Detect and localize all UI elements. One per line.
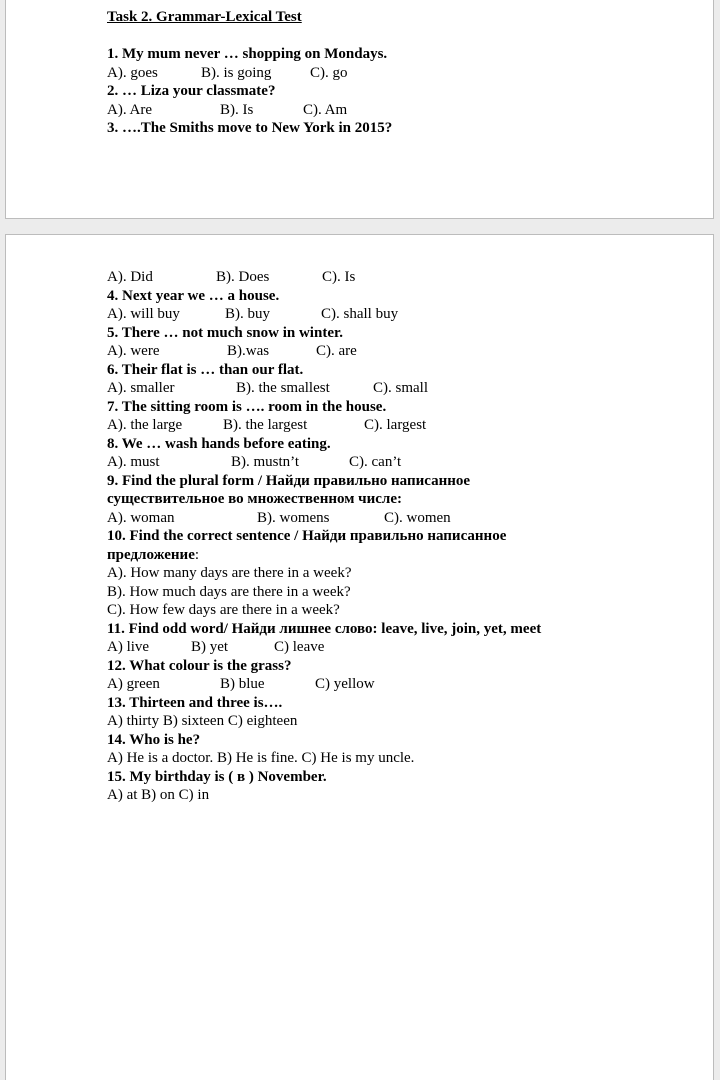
option-a: A). were <box>107 343 160 359</box>
answer-options-13: A) thirty B) sixteen C) eighteen <box>107 713 298 729</box>
option-a: A) live <box>107 639 150 655</box>
question-13: 13. Thirteen and three is…. <box>107 694 283 711</box>
option-c: C). shall buy <box>321 306 399 322</box>
question-3: 3. ….The Smiths move to New York in 2015? <box>107 120 393 136</box>
task-title: Task 2. Grammar-Lexical Test <box>107 9 302 25</box>
answer-options-14: A) He is a doctor. B) He is fine. C) He is my uncle. <box>107 750 415 766</box>
option-b: B). the smallest <box>236 380 330 396</box>
question-9: 9. Find the plural form / Найди правильно написанное <box>107 472 471 489</box>
question-14: 14. Who is he? <box>107 731 201 748</box>
option-c: C). women <box>384 509 451 526</box>
document-page-2 <box>5 234 714 1080</box>
option-c: C). can’t <box>349 454 402 470</box>
question-10: 10. Find the correct sentence / Найди правильно написанное <box>107 528 507 544</box>
question-1: 1. My mum never … shopping on Mondays. <box>107 46 388 62</box>
answer-option-10b: B). How much days are there in a week? <box>107 583 351 600</box>
answer-options-15: A) at B) on C) in <box>107 787 210 803</box>
option-a: A). the large <box>107 417 183 433</box>
option-b: B).was <box>227 343 270 359</box>
document-page-1 <box>5 0 714 219</box>
option-c: C). Is <box>322 269 356 285</box>
option-b: B). womens <box>257 509 330 526</box>
question-12: 12. What colour is the grass? <box>107 657 292 674</box>
option-a: A). Are <box>107 102 152 118</box>
question-10-colon: : <box>194 546 200 563</box>
option-b: B). Is <box>220 102 254 118</box>
option-b: B). Does <box>216 269 270 285</box>
question-9-continued: существительное во множественном числе: <box>107 491 402 507</box>
option-c: C). largest <box>364 417 427 433</box>
option-b: B) blue <box>220 676 265 692</box>
question-10-word: предложение <box>107 546 195 563</box>
option-a: A). goes <box>107 65 158 81</box>
option-b: B). is going <box>201 65 272 81</box>
option-a: A). must <box>107 454 160 470</box>
question-2: 2. … Liza your classmate? <box>107 83 276 99</box>
answer-option-10a: A). How many days are there in a week? <box>107 565 352 581</box>
option-b: B) yet <box>191 639 229 655</box>
question-7: 7. The sitting room is …. room in the house. <box>107 398 387 415</box>
question-8: 8. We … wash hands before eating. <box>107 435 331 452</box>
option-c: C). are <box>316 343 357 359</box>
option-a: A). Did <box>107 269 153 285</box>
option-c: C). Am <box>303 102 348 118</box>
question-11: 11. Find odd word/ Найди лишнее слово: leave, live, join, yet, meet <box>107 620 542 637</box>
option-c: C) leave <box>274 639 325 655</box>
option-b: B). buy <box>225 306 270 322</box>
question-6: 6. Their flat is … than our flat. <box>107 361 304 378</box>
question-10-continued <box>107 546 199 565</box>
question-15: 15. My birthday is ( в ) November. <box>107 768 327 785</box>
option-b: B). mustn’t <box>231 454 300 470</box>
option-b: B). the largest <box>223 417 308 433</box>
option-a: A). smaller <box>107 380 175 396</box>
question-5: 5. There … not much snow in winter. <box>107 324 344 341</box>
option-c: C). go <box>310 65 348 81</box>
question-4: 4. Next year we … a house. <box>107 287 280 304</box>
option-a: A). woman <box>107 509 175 526</box>
option-c: C). small <box>373 380 428 396</box>
option-a: A) green <box>107 676 160 692</box>
option-c: C) yellow <box>315 676 375 692</box>
option-a: A). will buy <box>107 306 180 322</box>
answer-option-10c: C). How few days are there in a week? <box>107 602 340 618</box>
